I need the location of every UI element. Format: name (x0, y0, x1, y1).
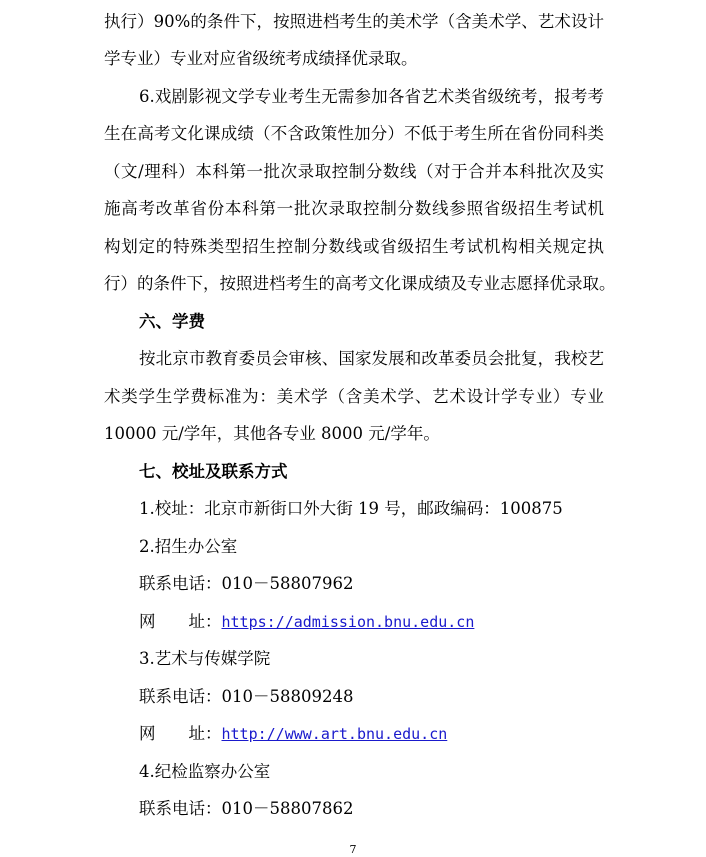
paragraph-line: 按北京市教育委员会审核、国家发展和改革委员会批复，我校艺 (139, 349, 604, 368)
address-line: 1.校址：北京市新街口外大街 19 号，邮政编码：100875 (139, 499, 563, 518)
paragraph-line: 10000 元/学年，其他各专业 8000 元/学年。 (104, 424, 440, 443)
admission-phone: 010－58807962 (221, 574, 354, 593)
admission-office-title: 2.招生办公室 (139, 537, 238, 556)
art-phone: 010－58809248 (221, 687, 354, 706)
paragraph-line: 6.戏剧影视文学专业考生无需参加各省艺术类省级统考，报考考 (139, 87, 604, 106)
paragraph-line: 学专业）专业对应省级统考成绩择优录取。 (104, 49, 418, 68)
paragraph-line: 构划定的特殊类型招生控制分数线或省级招生考试机构相关规定执 (104, 237, 604, 256)
art-phone-line (139, 685, 639, 709)
art-url-link[interactable]: http://www.art.bnu.edu.cn (221, 725, 448, 743)
section-heading-contact: 七、校址及联系方式 (139, 462, 288, 481)
art-web-line (139, 722, 639, 746)
web-label: 网 址： (139, 724, 222, 743)
paragraph-line: 生在高考文化课成绩（不含政策性加分）不低于考生所在省份同科类 (104, 124, 604, 143)
discipline-phone: 010－58807862 (221, 799, 354, 818)
section-heading-tuition: 六、学费 (139, 312, 205, 331)
web-label: 网 址： (139, 612, 222, 631)
admission-phone-line (139, 572, 639, 596)
admission-web-line (139, 610, 639, 634)
phone-label: 联系电话： (139, 574, 222, 593)
paragraph-line: 行）的条件下，按照进档考生的高考文化课成绩及专业志愿择优录取。 (104, 274, 616, 293)
paragraph-line: 执行）90%的条件下，按照进档考生的美术学（含美术学、艺术设计 (104, 12, 604, 31)
discipline-phone-line (139, 797, 639, 821)
paragraph-line: 术类学生学费标准为：美术学（含美术学、艺术设计学专业）专业 (104, 387, 604, 406)
paragraph-line: （文/理科）本科第一批次录取控制分数线（对于合并本科批次及实 (104, 162, 604, 181)
phone-label: 联系电话： (139, 687, 222, 706)
admission-url-link[interactable]: https://admission.bnu.edu.cn (221, 613, 475, 631)
paragraph-line: 施高考改革省份本科第一批次录取控制分数线参照省级招生考试机 (104, 199, 604, 218)
discipline-office-title: 4.纪检监察办公室 (139, 762, 271, 781)
phone-label: 联系电话： (139, 799, 222, 818)
page-number: 7 (349, 843, 357, 856)
art-school-title: 3.艺术与传媒学院 (139, 649, 271, 668)
